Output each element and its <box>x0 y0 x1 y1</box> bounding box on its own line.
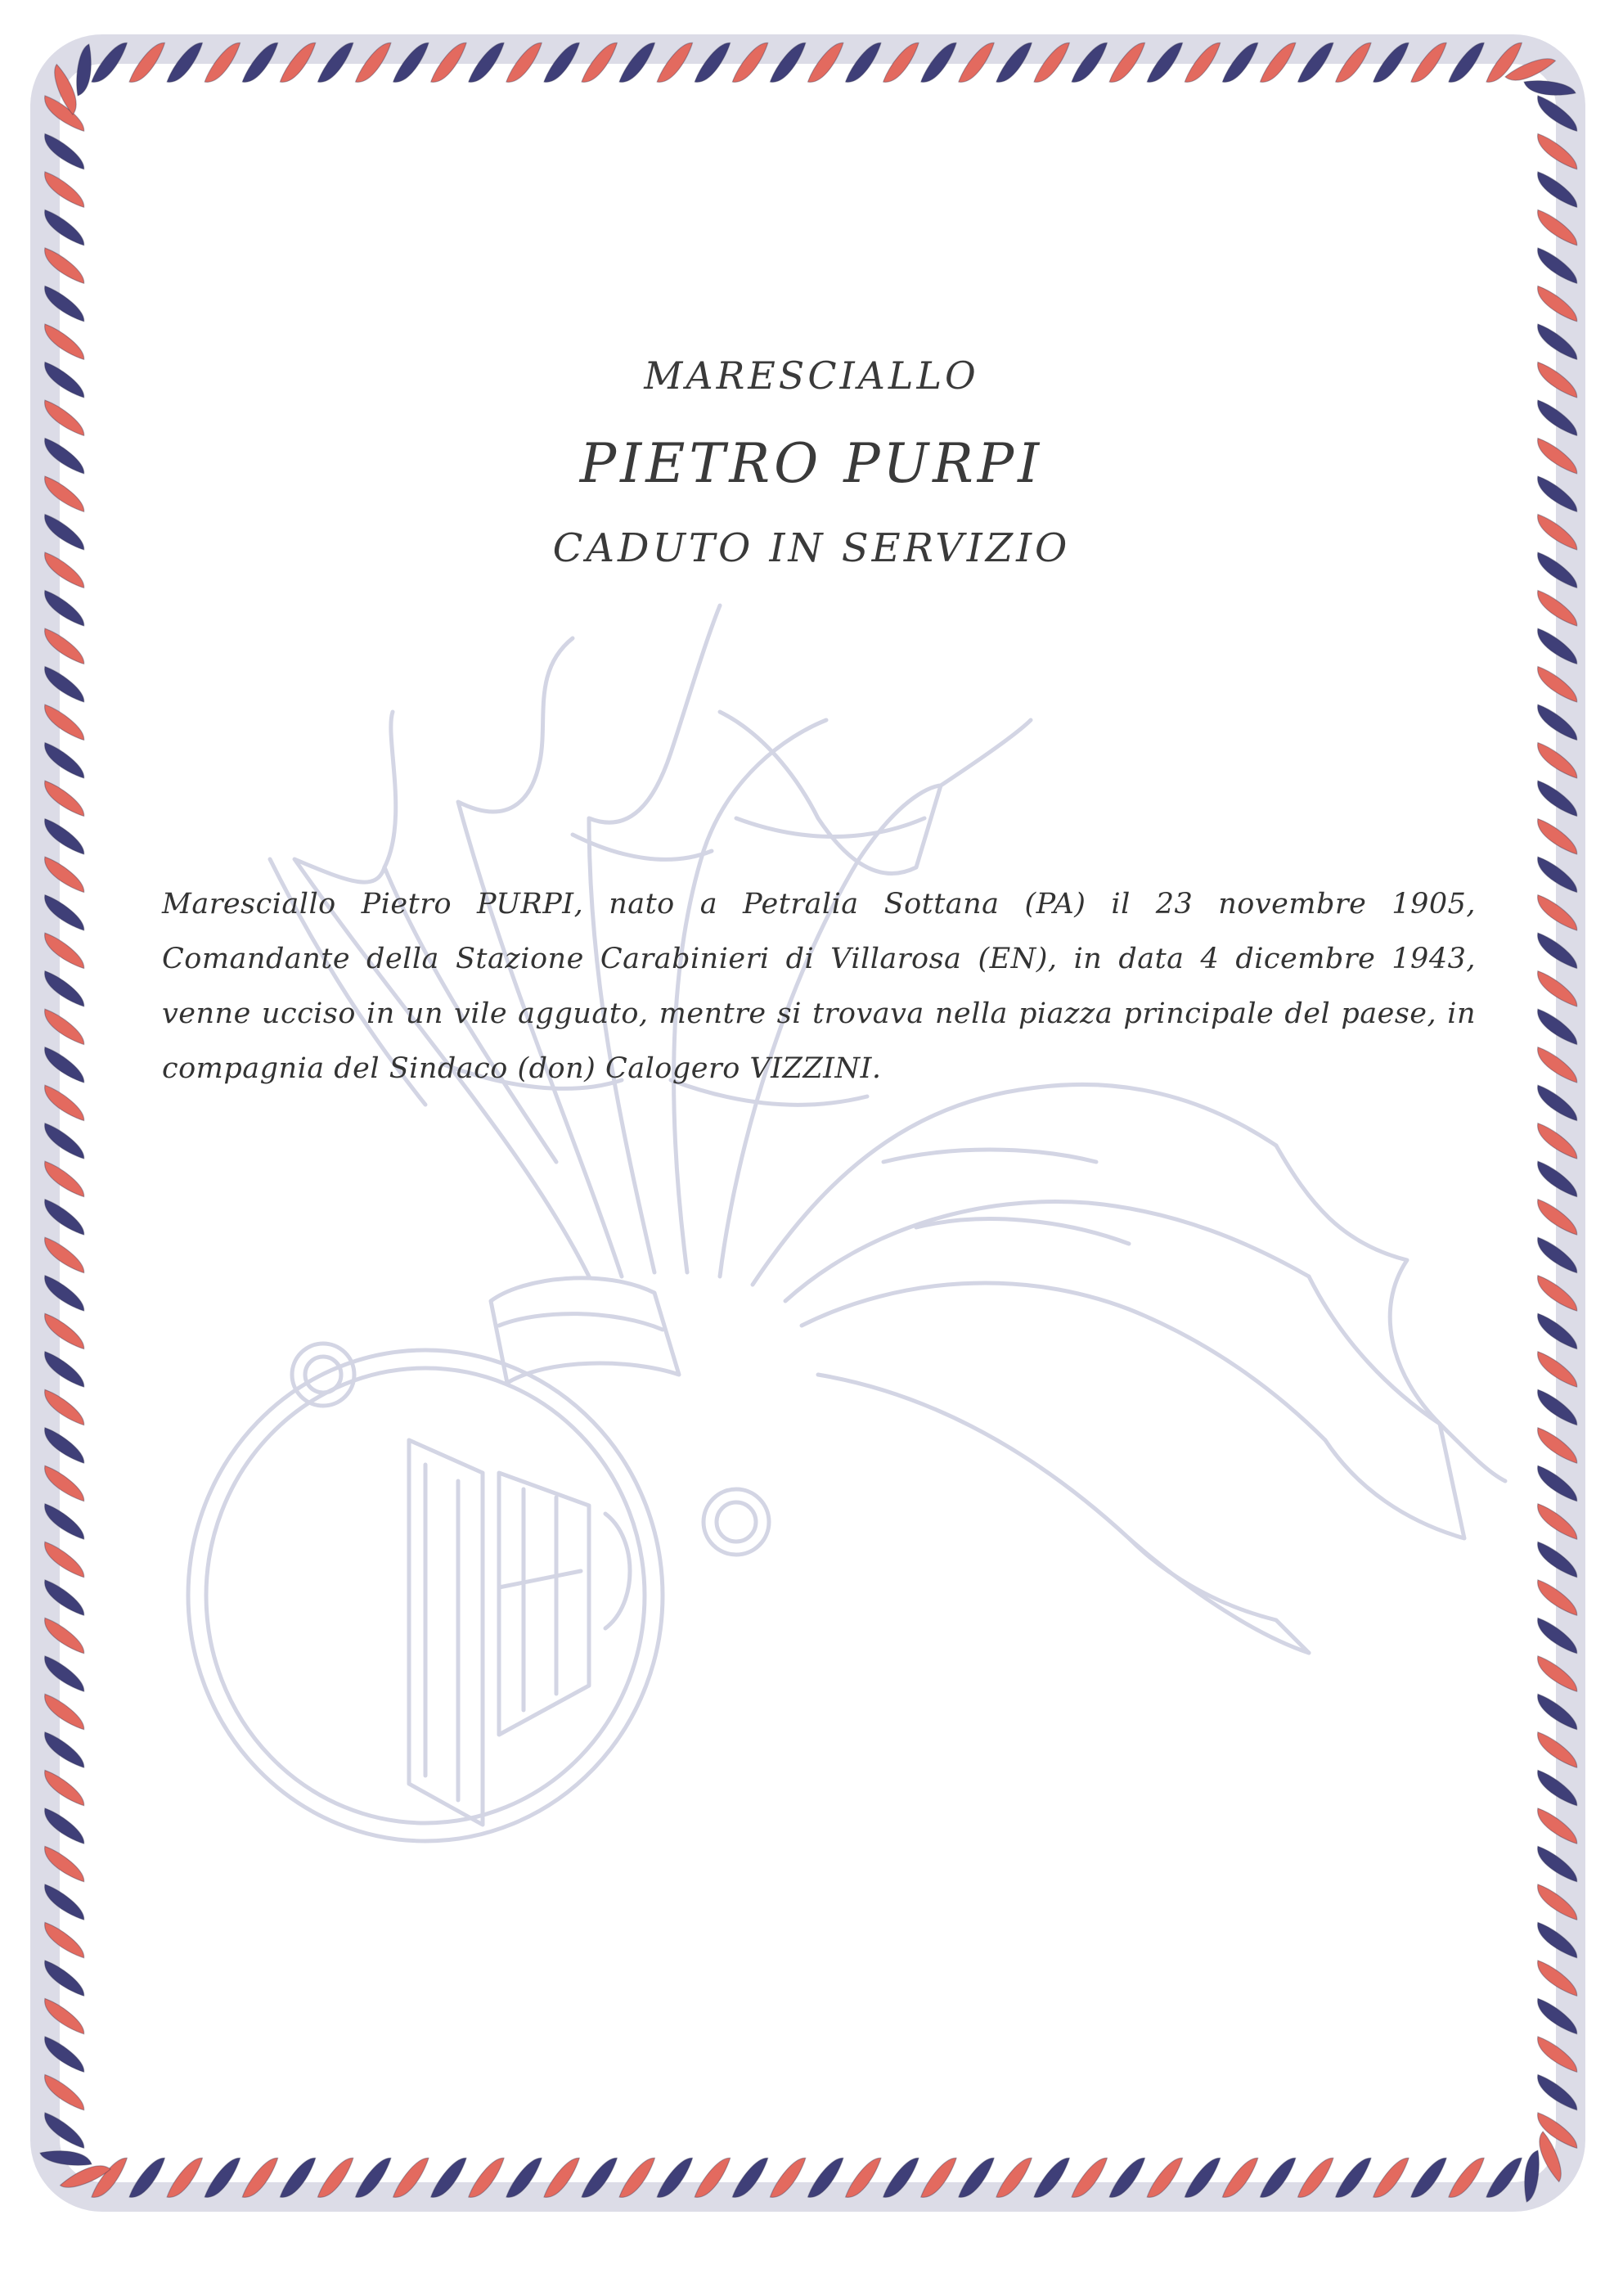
status-heading: CADUTO IN SERVIZIO <box>552 525 1071 571</box>
rank-heading: MARESCIALLO <box>644 353 979 398</box>
name-heading: PIETRO PURPI <box>579 432 1044 495</box>
memorial-paragraph: Maresciallo Pietro PURPI, nato a Petralia Sottana (PA) il 23 novembre 1905, Comandante della Stazione Carabinieri di Villarosa (EN), in data 4 dicembre 1943, venne ucciso in un vile agguato, mentre si trovava nella piazza principale del paese, in compagnia del Sindaco (don) Calogero VIZZINI. <box>162 888 1476 1085</box>
